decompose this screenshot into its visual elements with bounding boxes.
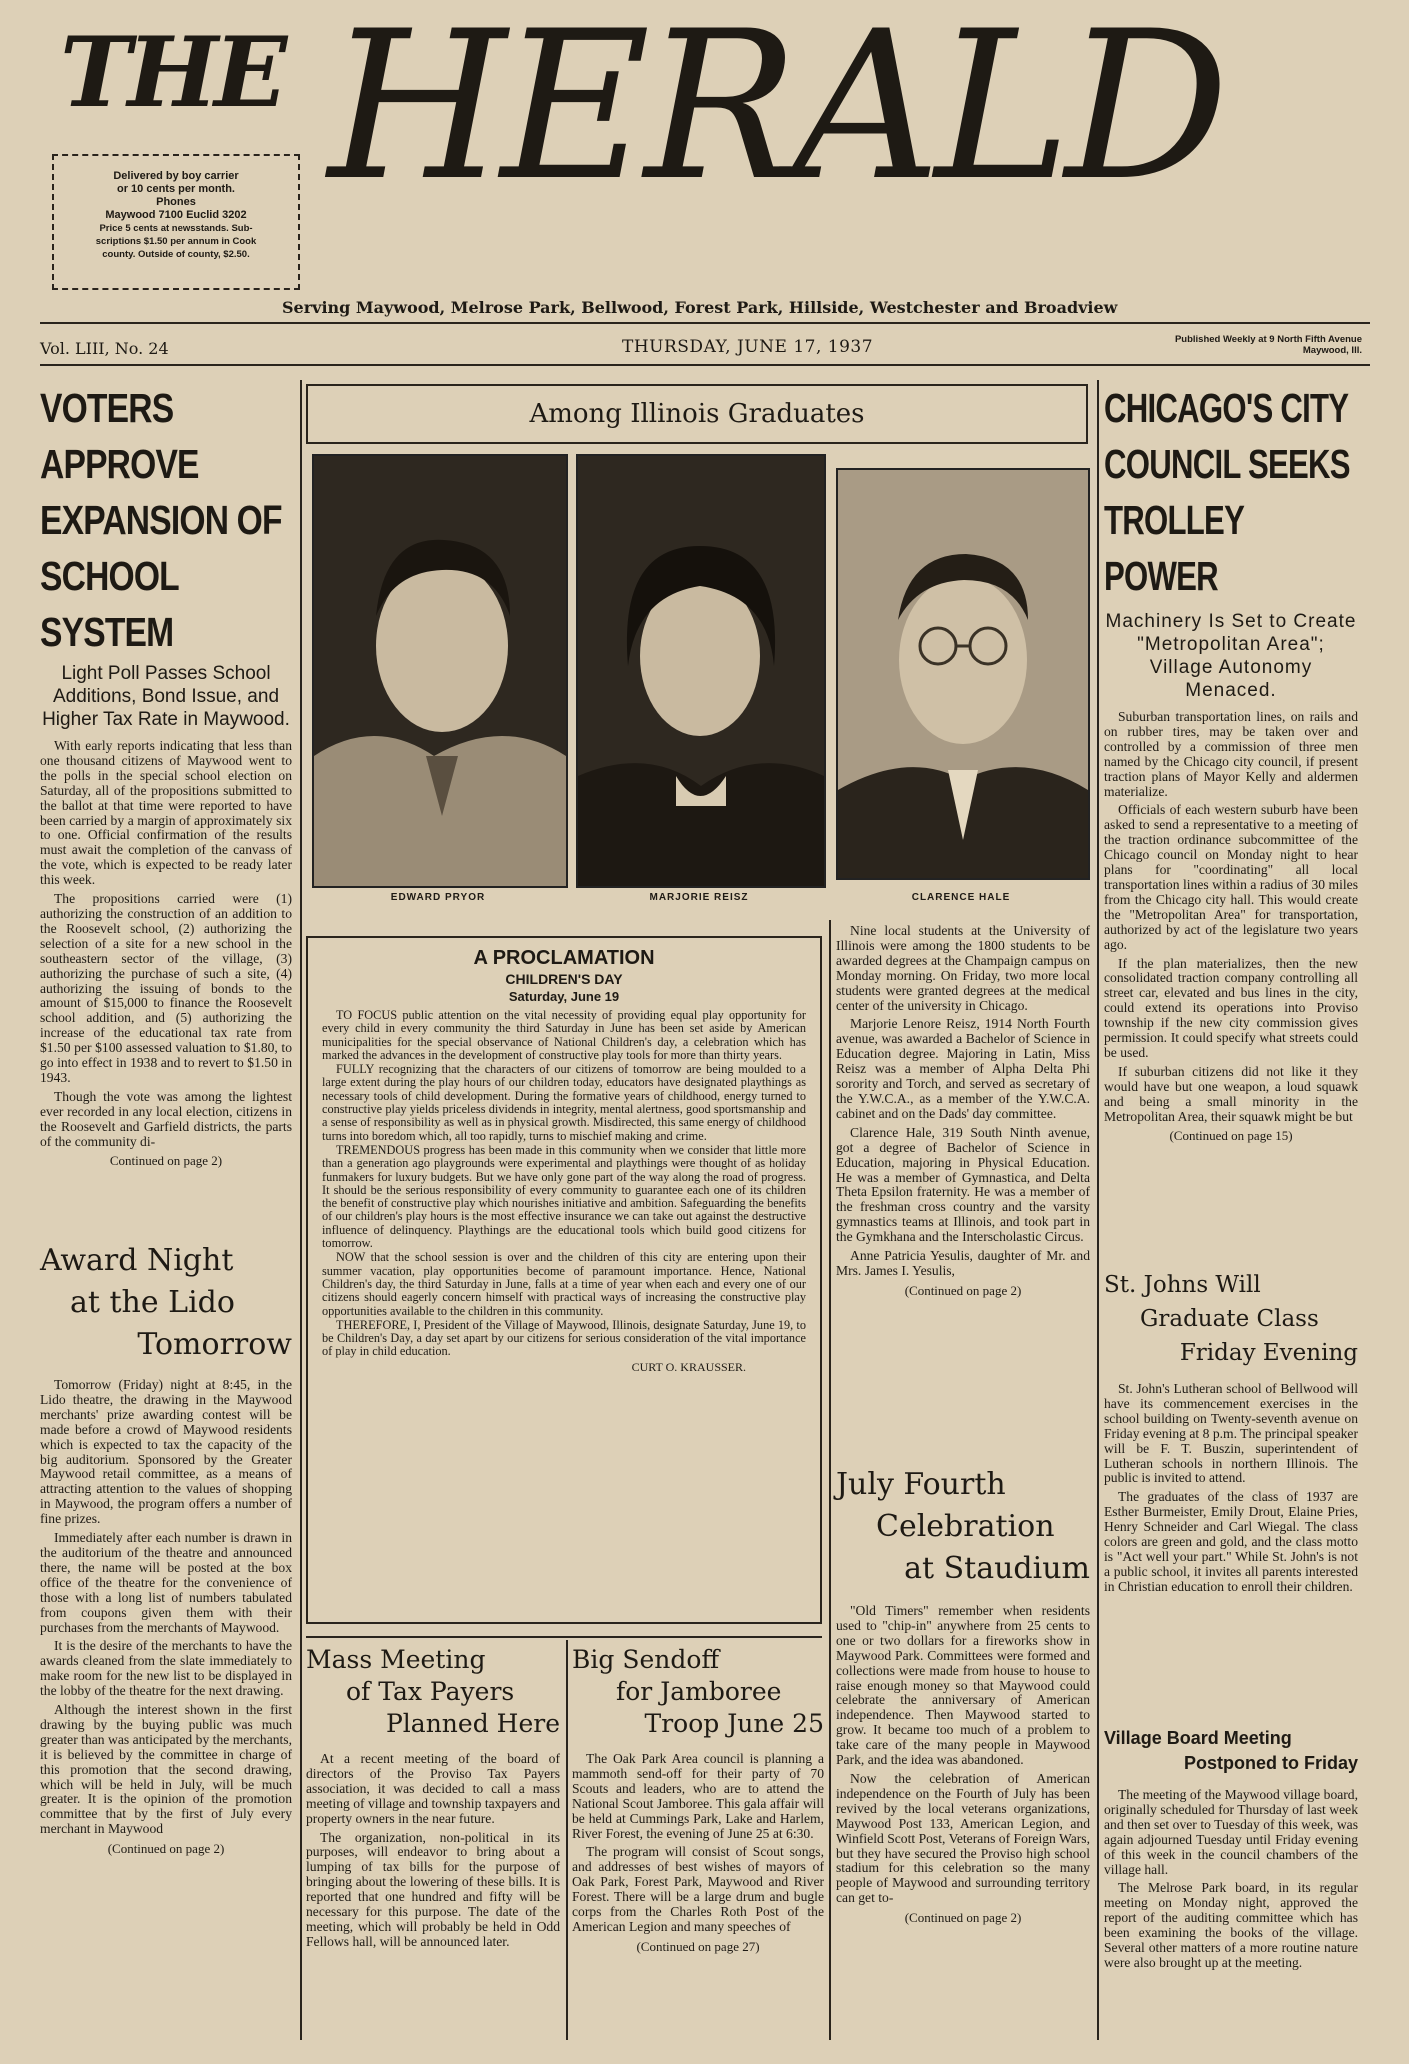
continued-line: (Continued on page 2)	[904, 1910, 1022, 1926]
delivery-line: Price 5 cents at newsstands. Sub-	[99, 223, 253, 234]
headline-line: Friday Evening	[1179, 1340, 1358, 1366]
voters-body	[40, 739, 292, 1149]
stjohns-story	[1104, 1268, 1358, 1599]
paragraph: Nine local students at the University of Illinois were among the 1800 students to be awarded degrees at the Champaign campus on Monday morning. On Friday, two more local students were granted degrees at the medical center of the university in Chicago.	[836, 923, 1090, 1013]
paragraph: Marjorie Lenore Reisz, 1914 North Fourth avenue, was awarded a Bachelor of Science in Education degree. Majoring in Latin, Miss Reisz was a member of Alpha Delta Phi sorority and Torch, and served as secretary of the Y.W.C.A., as a member of the Y.W.C.A. cabinet and on the Dads' day committee.	[836, 1016, 1090, 1121]
village-board-story	[1104, 1726, 1358, 1975]
continued-line: (Continued on page 27)	[636, 1938, 760, 1954]
caption-clarence-hale: CLARENCE HALE	[911, 892, 1011, 903]
paragraph: Tomorrow (Friday) night at 8:45, in the Lido theatre, the drawing in the Maywood merchants' prize awarding contest will be made before a crowd of Maywood residents which is expected to tax the capacity of the big auditorium. Sponsored by the Greater Maywood retail committee, as a means of attracting attention to the values of shopping in Maywood, the program offers a number of fine prizes.	[40, 1377, 292, 1527]
delivery-line: Maywood 7100 Euclid 3202	[105, 209, 247, 221]
headline-line: St. Johns Will	[1104, 1272, 1261, 1298]
paragraph: TREMENDOUS progress has been made in this community when we consider that little more than a generation ago playgrounds were experimental and playthings were thought of as holiday funmakers for luxury budgets. But we have only gone part of the way along the road of progress. It should be the serious responsibility of every community to guarantee each one of its children the benefit of constructive play which nourishes initiative and ambition. Safeguarding the benefits of our children's play hours is the most effective insurance we can take out against the destructive influence of delinquency. Playthings are the educational tools which build good citizens for tomorrow.	[322, 1142, 806, 1251]
award-body	[40, 1378, 292, 1837]
caption-marjorie-reisz: MARJORIE REISZ	[649, 892, 749, 903]
masthead-rule-bottom	[40, 364, 1370, 366]
section-rule	[306, 1636, 822, 1638]
published-line-1: Published Weekly at 9 North Fifth Avenue	[1174, 334, 1362, 345]
graduates-banner	[306, 384, 1088, 444]
paragraph: Clarence Hale, 319 South Ninth avenue, got a degree of Bachelor of Science in Education, majoring in Physical Education. He was a member of Gymnastica, and Delta Theta Epsilon fraternity. He was a member of the freshman cross country and the varsity gymnastics teams at Illinois, and took part in the Gymkhana and the Interscholastic Circus.	[836, 1124, 1090, 1245]
chicago-subhead: Machinery Is Set to Create "Metropolitan Area"; Village Autonomy Menaced.	[1105, 611, 1357, 701]
column-rule	[1097, 380, 1099, 2040]
chicago-headline	[1104, 380, 1358, 604]
july-fourth-body	[836, 1604, 1090, 1906]
published-line-2: Maywood, Ill.	[1302, 345, 1362, 356]
july-fourth-headline	[836, 1464, 1090, 1590]
portrait-woman-image	[578, 456, 824, 886]
paragraph: NOW that the school session is over and the children of this city are entering upon their summer vacation, play opportunities become of paramount importance. Hence, National Children's day, the third Saturday in June, falls at a time of year when each and every one of our citizens should eagerly concern himself with practical ways of increasing the constructive play opportunities available to the children in this community.	[322, 1250, 806, 1318]
proclamation-signature: CURT O. KRAUSSER.	[631, 1359, 746, 1374]
headline-line: Tomorrow	[137, 1327, 292, 1362]
paragraph: Officials of each western suburb have been asked to send a representative to a meeting of the traction ordinance subcommittee of the Chicago council on Monday night to hear plans for "coordinating" all local transportation lines within a radius of 30 miles from the Chicago city hall. This would create the "Metropolitan Area" for transportation, authorized by act of the legislature two years ago.	[1104, 802, 1358, 952]
delivery-line: or 10 cents per month.	[117, 183, 235, 195]
issue-date: THURSDAY, JUNE 17, 1937	[622, 337, 874, 357]
headline-line: CHICAGO'S CITY	[1104, 385, 1349, 431]
proclamation-subtitle: CHILDREN'S DAY	[505, 971, 623, 987]
delivery-line: Delivered by boy carrier	[113, 170, 239, 182]
headline-line: Mass Meeting	[306, 1645, 486, 1674]
masthead	[60, 0, 1360, 317]
continued-line: (Continued on page 2)	[904, 1282, 1022, 1298]
paragraph: The propositions carried were (1) authorizing the construction of an addition to the Roosevelt school, (2) authorizing the selection of a site for a new school in the southeastern sector of the village, (3) authorizing the purchase of such a site, (4) authorizing the issuing of bonds to the amount of $15,000 to finance the Roosevelt school addition, and (5) authorizing the increase of the educational tax rate from $1.50 per $100 assessed valuation to $1.80, to go into effect in 1938 and to revert to $1.50 in 1943.	[40, 891, 292, 1085]
paragraph: At a recent meeting of the board of directors of the Proviso Tax Payers association, it was decided to call a mass meeting of village and township taxpayers and property owners in the near future.	[306, 1751, 560, 1826]
paragraph: Anne Patricia Yesulis, daughter of Mr. and Mrs. James I. Yesulis,	[836, 1248, 1090, 1278]
paragraph: Though the vote was among the lightest ever recorded in any local election, citizens in the Roosevelt and Garfield districts, the parts of the community di-	[40, 1088, 292, 1149]
paragraph: The meeting of the Maywood village board, originally scheduled for Thursday of last week and then set over to Tuesday of this week, was again adjourned Tuesday until Friday evening of this week in the council chambers of the village hall.	[1104, 1787, 1358, 1877]
sendoff-body	[572, 1752, 824, 1935]
voters-subhead: Light Poll Passes School Additions, Bond Issue, and Higher Tax Rate in Maywood.	[42, 663, 290, 730]
proclamation-box	[306, 936, 822, 1624]
delivery-line: Phones	[156, 196, 196, 208]
headline-line: Troop June 25	[644, 1709, 824, 1738]
photo-edward-pryor	[312, 454, 568, 888]
award-story	[40, 1240, 292, 1857]
voters-headline	[40, 380, 294, 660]
graduates-body	[836, 924, 1090, 1279]
paragraph: Now the celebration of American independence on the Fourth of July has been revived by the local veterans organizations, Maywood Post 133, American Legion, and Winfield Scott Post, Veterans of Foreign Wars, but they have secured the Proviso high school stadium for this celebration so the many people of Maywood and surrounding territory can get to-	[836, 1770, 1090, 1906]
headline-line: Award Night	[40, 1243, 234, 1278]
headline-line: Planned Here	[385, 1709, 560, 1738]
paragraph: The Melrose Park board, in its regular meeting on Monday night, approved the report of the auditing committee which has been examining the books of the village. Several other matters of a more routine nature were also brought up at the meeting.	[1104, 1880, 1358, 1970]
mass-meeting-headline	[306, 1644, 560, 1740]
graduates-story	[836, 924, 1090, 1299]
headline-line: EXPANSION OF	[40, 497, 282, 543]
mass-meeting-body	[306, 1752, 560, 1950]
mass-meeting-story	[306, 1644, 560, 1954]
paragraph: THEREFORE, I, President of the Village of Maywood, Illinois, designate Saturday, June 19, to be Children's Day, a day set apart by our citizens for serious consideration of the vital importance of play in child education.	[322, 1317, 806, 1359]
paragraph: The program will consist of Scout songs, and addresses of best wishes of mayors of Oak Park, Forest Park, Maywood and River Forest. There will be a large drum and bugle corps from the Charles Roth Post of the American Legion and many speeches of	[572, 1844, 824, 1934]
masthead-title-the: THE	[60, 16, 284, 129]
headline-line: SCHOOL SYSTEM	[40, 553, 179, 655]
continued-line: Continued on page 2)	[109, 1153, 223, 1169]
paragraph: It is the desire of the merchants to have the awards cleaned from the slate immediately to make room for the new list to be displayed in the lobby of the theatre for the next drawing.	[40, 1638, 292, 1699]
delivery-line: scriptions $1.50 per annum in Cook	[95, 236, 257, 247]
headline-line: July Fourth	[836, 1467, 1006, 1502]
masthead-rule-top	[40, 322, 1370, 324]
headline-line: for Jamboree	[616, 1677, 782, 1706]
sendoff-story	[572, 1644, 824, 1955]
headline-line: TROLLEY POWER	[1104, 497, 1244, 599]
paragraph: The Oak Park Area council is planning a mammoth send-off for their party of 70 Scouts and leaders, who are to attend the National Scout Jamboree. This gala affair will be held at Cummings Park, Lake and Harlem, River Forest, the evening of June 25 at 6:30.	[572, 1751, 824, 1841]
headline-line: VOTERS APPROVE	[40, 385, 199, 487]
delivery-box	[52, 154, 300, 290]
headline-line: Graduate Class	[1140, 1306, 1319, 1332]
headline-line: Celebration	[876, 1509, 1055, 1544]
headline-line: Village Board Meeting	[1104, 1728, 1292, 1748]
paragraph: If the plan materializes, then the new consolidated traction company controlling all street car, elevated and bus lines in the city, could extend its operations into Proviso township if the new city commission gives permission. It could specify what streets could be used.	[1104, 955, 1358, 1060]
paragraph: Suburban transportation lines, on rails and on rubber tires, may be taken over and controlled by a commission of three men named by the Chicago city council, if present traction plans of Mayor Kelly and aldermen materialize.	[1104, 709, 1358, 799]
headline-line: at the Lido	[70, 1285, 235, 1320]
july-fourth-story	[836, 1464, 1090, 1926]
column-rule	[566, 1640, 568, 2040]
photo-clarence-hale	[836, 468, 1090, 880]
headline-line: Postponed to Friday	[1183, 1753, 1358, 1773]
chicago-story	[1104, 380, 1358, 1144]
paragraph: TO FOCUS public attention on the vital necessity of providing equal play opportunity for every child in every community the third Saturday in June has been set aside by American municipalities for the special observance of National Children's day, a celebration which has marked the advances in the development of constructive play tools for more than thirty years.	[322, 1008, 806, 1062]
column-rule	[300, 380, 302, 2040]
voters-story	[40, 380, 292, 1169]
photo-marjorie-reisz	[576, 454, 826, 888]
delivery-line: county. Outside of county, $2.50.	[102, 249, 250, 260]
paragraph: "Old Timers" remember when residents used to "chip-in" anywhere from 25 cents to one or two dollars for a fireworks show in Maywood Park. Committees were formed and collections were made from house to house to raise enough money so that Maywood could celebrate the anniversary of American independence. Then Maywood started to grow. It became too much of a problem to take care of the many people in Maywood Park, and the idea was abandoned.	[836, 1603, 1090, 1768]
masthead-title-herald: HERALD	[328, 0, 1224, 226]
column-rule	[829, 920, 831, 2040]
headline-line: of Tax Payers	[346, 1677, 515, 1706]
chicago-body	[1104, 710, 1358, 1124]
paragraph: With early reports indicating that less than one thousand citizens of Maywood went to the polls in the special school election on Saturday, all of the propositions submitted to the ballot at that time were reported to have been carried by a margin of approximately six to one. Official confirmation of the results must await the completion of the canvass of the vote, which is expected to be ready later this week.	[40, 738, 292, 888]
graduates-banner-title: Among Illinois Graduates	[529, 399, 865, 429]
serving-line: Serving Maywood, Melrose Park, Bellwood, Forest Park, Hillside, Westchester and Broadview	[282, 298, 1118, 317]
paragraph: Immediately after each number is drawn in the auditorium of the theatre and announced there, the name will be posted at the box office of the theatre for the convenience of those with a long list of numbers tabulated from coupons given them with their purchases from the merchants of Maywood.	[40, 1530, 292, 1635]
paragraph: FULLY recognizing that the characters of our citizens of tomorrow are being moulded to a large extent during the play hours of our children today, educators have designated playthings as necessary tools of child development. During the formative years of childhood, energy turned to constructive play yields priceless dividends in integrity, mental alertness, good sportsmanship and a sense of responsibility as well as in physical growth. Misdirected, this same energy of childhood turns into boredom which, all too rapidly, turns to mischief making and crime.	[322, 1062, 806, 1143]
award-headline	[40, 1240, 292, 1366]
portrait-man-image	[314, 456, 566, 886]
volume-number: Vol. LIII, No. 24	[40, 339, 169, 358]
paragraph: Although the interest shown in the first drawing by the buying public was much greater than was anticipated by the merchants, it is believed by the committee in charge of this promotion that the second drawing, which will be held in July, will be much greater. It is the opinion of the promotion committee that by the first of July every merchant in Maywood	[40, 1702, 292, 1837]
headline-line: Big Sendoff	[572, 1645, 720, 1674]
headline-line: COUNCIL SEEKS	[1104, 441, 1350, 487]
proclamation-body	[322, 1009, 806, 1359]
headline-line: at Staudium	[904, 1551, 1090, 1586]
continued-line: (Continued on page 15)	[1169, 1128, 1293, 1144]
proclamation-date: Saturday, June 19	[508, 989, 620, 1004]
stjohns-headline	[1104, 1268, 1358, 1370]
proclamation-title: A PROCLAMATION	[473, 947, 655, 969]
paragraph: If suburban citizens did not like it they would have but one weapon, a loud squawk and being a small minority in the Metropolitan Area, their squawk might be but	[1104, 1063, 1358, 1124]
village-board-body	[1104, 1788, 1358, 1971]
portrait-man-glasses-image	[838, 470, 1088, 878]
sendoff-headline	[572, 1644, 824, 1740]
stjohns-body	[1104, 1382, 1358, 1595]
published-line	[1090, 334, 1362, 356]
paragraph: The organization, non-political in its purposes, will endeavor to bring about a lumping of tax bills for the purpose of bringing about the lowering of these bills. It is reported that one hundred and fifty will be necessary for this purpose. The date of the meeting, which will probably be held in Odd Fellows hall, will be announced later.	[306, 1829, 560, 1949]
caption-edward-pryor: EDWARD PRYOR	[390, 892, 486, 903]
continued-line: (Continued on page 2)	[107, 1841, 225, 1857]
village-board-headline	[1104, 1726, 1358, 1776]
paragraph: The graduates of the class of 1937 are Esther Burmeister, Emily Drout, Elaine Pries, Henry Schneider and Carl Wiegal. The class colors are green and gold, and the class motto is "Act well your part." While St. John's is not a public school, it invites all parents interested in Christian education to enroll their children.	[1104, 1489, 1358, 1594]
paragraph: St. John's Lutheran school of Bellwood will have its commencement exercises in the school building on Twenty-seventh avenue on Friday evening at 8 p.m. The principal speaker will be F. T. Buszin, superintendent of Lutheran schools in northern Illinois. The public is invited to attend.	[1104, 1381, 1358, 1486]
